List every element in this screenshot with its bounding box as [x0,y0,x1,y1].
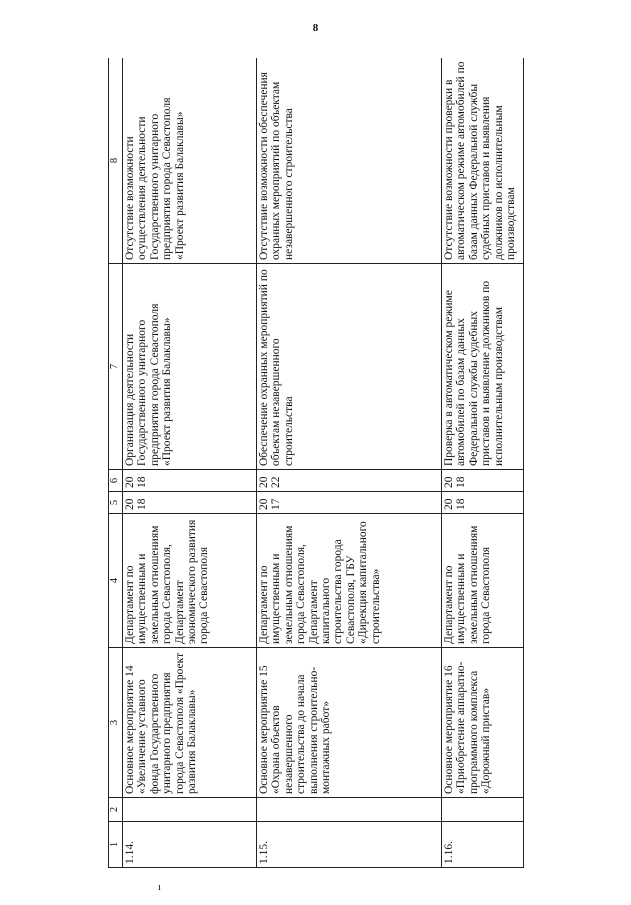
row-result: Организация деятельности Государственного унитарного предприятия города Севастополя «Проект развития Балаклавы» [123,264,257,470]
row-col2 [257,798,442,822]
rotated-table-container [108,58,524,868]
row-event: Основное мероприятие 14 «Увеличение уставного фонда Государственного унитарного предприятия города Севастополя «Проект развития Балаклавы» [123,648,257,798]
row-number: 1.16. [442,822,524,868]
row-number: 1.15. [257,822,442,868]
table-row [257,58,442,868]
col-header-6: 6 [109,470,123,492]
row-event: Основное мероприятие 16 «Приобретение аппаратно-программного комплекса «Дорожный пристав» [442,648,524,798]
col-header-5: 5 [109,492,123,514]
header-row [109,58,123,868]
row-executor: Департамент по имущественным и земельным отношениям города Севастополя, Департамент капитального строительства города Севастополя, ГБУ «Дирекция капитального строительства» [257,514,442,648]
measures-table [108,58,524,868]
col-header-7: 7 [109,264,123,470]
row-start-year: 2018 [442,492,524,514]
table-row [442,58,524,868]
row-executor: Департамент по имущественным и земельным отношениям города Севастополя, Департамент экономического развития города Севастополя [123,514,257,648]
col-header-8: 8 [109,58,123,264]
row-consequence: Отсутствие возможности обеспечения охранных мероприятий по объектам незавершенного строительства [257,58,442,264]
col-header-3: 3 [109,648,123,798]
col-header-2: 2 [109,798,123,822]
row-end-year: 2018 [123,470,257,492]
col-header-1: 1 [109,822,123,868]
row-end-year: 2018 [442,470,524,492]
rotated-table-frame [108,58,524,868]
row-number: 1.14. [123,822,257,868]
col-header-4: 4 [109,514,123,648]
row-consequence: Отсутствие возможности осуществления деятельности Государственного унитарного предприятия города Севастополя «Проект развития Балаклавы» [123,58,257,264]
table-row [123,58,257,868]
row-result: Обеспечение охранных мероприятий по объектам незавершенного строительства [257,264,442,470]
row-col2 [123,798,257,822]
row-start-year: 2018 [123,492,257,514]
row-end-year: 2022 [257,470,442,492]
row-result: Проверка в автоматическом режиме автомобилей по базам данных Федеральной службы судебных приставов и выявление должников по исполнительным производствам [442,264,524,470]
row-consequence: Отсутствие возможности проверки в автоматическом режиме автомобилей по базам данных Федеральной службы судебных приставов и выявления должников по исполнительным производствам [442,58,524,264]
row-event: Основное мероприятие 15 «Охрана объектов незавершенного строительства до начала выполнения строительно-монтажных работ» [257,648,442,798]
row-start-year: 2017 [257,492,442,514]
page-number: 8 [312,22,319,34]
row-col2 [442,798,524,822]
footer-mark: ı [158,882,161,893]
row-executor: Департамент по имущественным и земельным отношениям города Севастополя [442,514,524,648]
